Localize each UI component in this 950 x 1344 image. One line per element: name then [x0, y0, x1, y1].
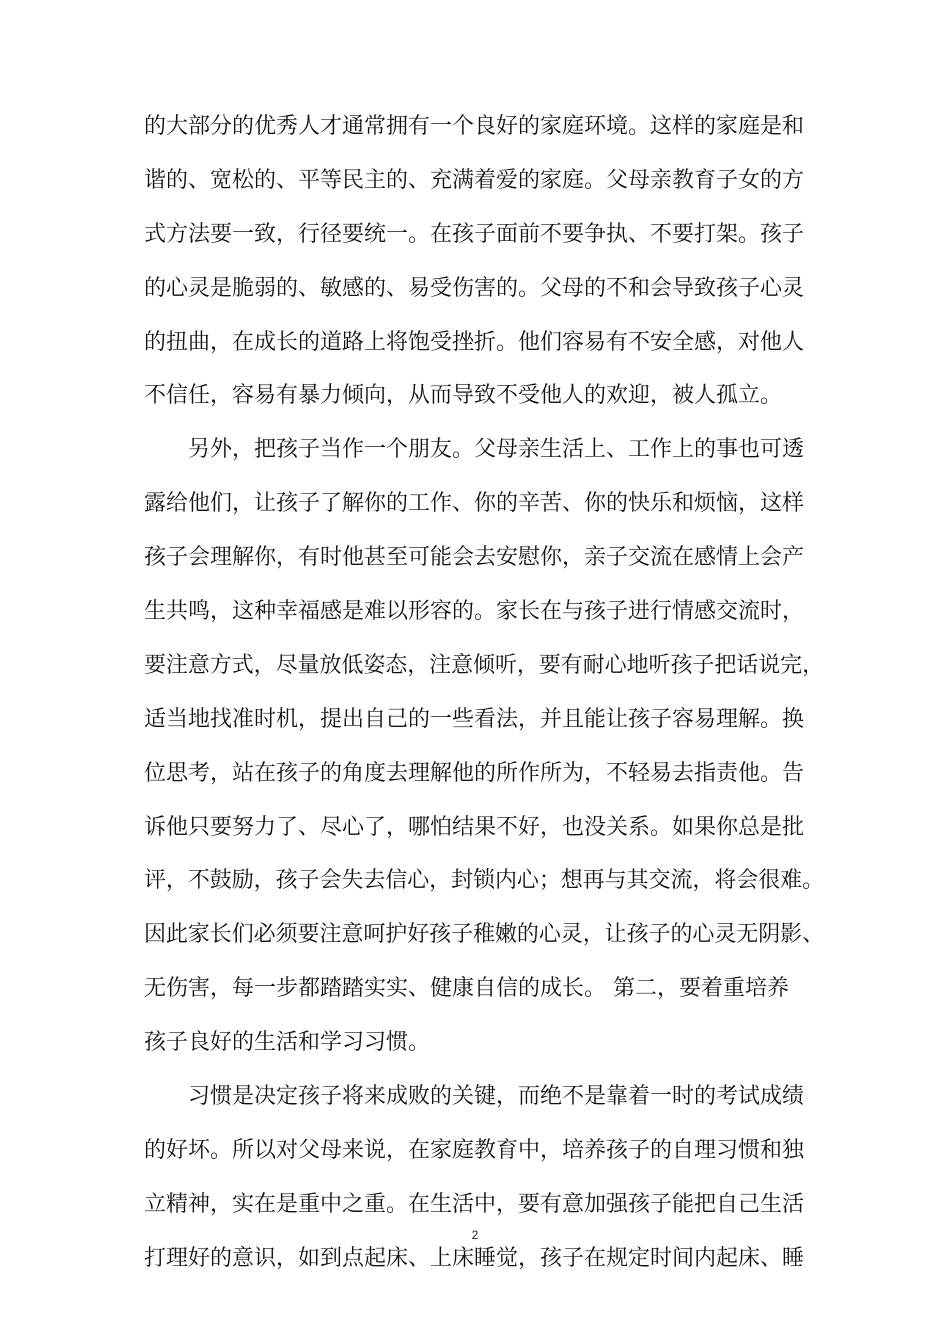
text-line: 另外，把孩子当作一个朋友。父母亲生活上、工作上的事也可透: [188, 437, 805, 463]
text-line: 位思考，站在孩子的角度去理解他的所作所为，不轻易去指责他。告: [144, 760, 805, 786]
text-line: 的心灵是脆弱的、敏感的、易受伤害的。父母的不和会导致孩子心灵: [144, 275, 805, 301]
page-number: 2: [471, 1228, 479, 1242]
text-line: 诉他只要努力了、尽心了，哪怕结果不好，也没关系。如果你总是批: [144, 814, 805, 840]
text-line: 的扭曲，在成长的道路上将饱受挫折。他们容易有不安全感，对他人: [144, 329, 805, 355]
text-line: 打理好的意识，如到点起床、上床睡觉，孩子在规定时间内起床、睡: [144, 1245, 805, 1271]
text-line: 习惯是决定孩子将来成败的关键，而绝不是靠着一时的考试成绩: [188, 1084, 805, 1110]
text-line: 评，不鼓励，孩子会失去信心，封锁内心；想再与其交流，将会很难。: [144, 868, 824, 894]
text-line: 露给他们，让孩子了解你的工作、你的辛苦、你的快乐和烦恼，这样: [144, 491, 805, 517]
text-line: 孩子会理解你，有时他甚至可能会去安慰你，亲子交流在感情上会产: [144, 545, 805, 571]
text-line: 生共鸣，这种幸福感是难以形容的。家长在与孩子进行情感交流时，: [144, 599, 805, 625]
text-line: 的好坏。所以对父母来说，在家庭教育中，培养孩子的自理习惯和独: [144, 1137, 805, 1163]
text-line: 因此家长们必须要注意呵护好孩子稚嫩的心灵，让孩子的心灵无阴影、: [144, 922, 824, 948]
text-line: 孩子良好的生活和学习习惯。: [144, 1030, 431, 1056]
text-line: 立精神，实在是重中之重。在生活中，要有意加强孩子能把自己生活: [144, 1191, 805, 1217]
text-line: 谐的、宽松的、平等民主的、充满着爱的家庭。父母亲教育子女的方: [144, 167, 805, 193]
body-text: [144, 100, 824, 1286]
text-line: 无伤害，每一步都踏踏实实、健康自信的成长。 第二，要着重培养: [144, 976, 789, 1002]
text-line: 适当地找准时机，提出自己的一些看法，并且能让孩子容易理解。换: [144, 706, 805, 732]
text-line: 式方法要一致，行径要统一。在孩子面前不要争执、不要打架。孩子: [144, 221, 805, 247]
text-line: 的大部分的优秀人才通常拥有一个良好的家庭环境。这样的家庭是和: [144, 114, 805, 139]
text-line: 不信任，容易有暴力倾向，从而导致不受他人的欢迎，被人孤立。: [144, 383, 783, 409]
text-line: 要注意方式，尽量放低姿态，注意倾听，要有耐心地听孩子把话说完，: [144, 652, 824, 678]
